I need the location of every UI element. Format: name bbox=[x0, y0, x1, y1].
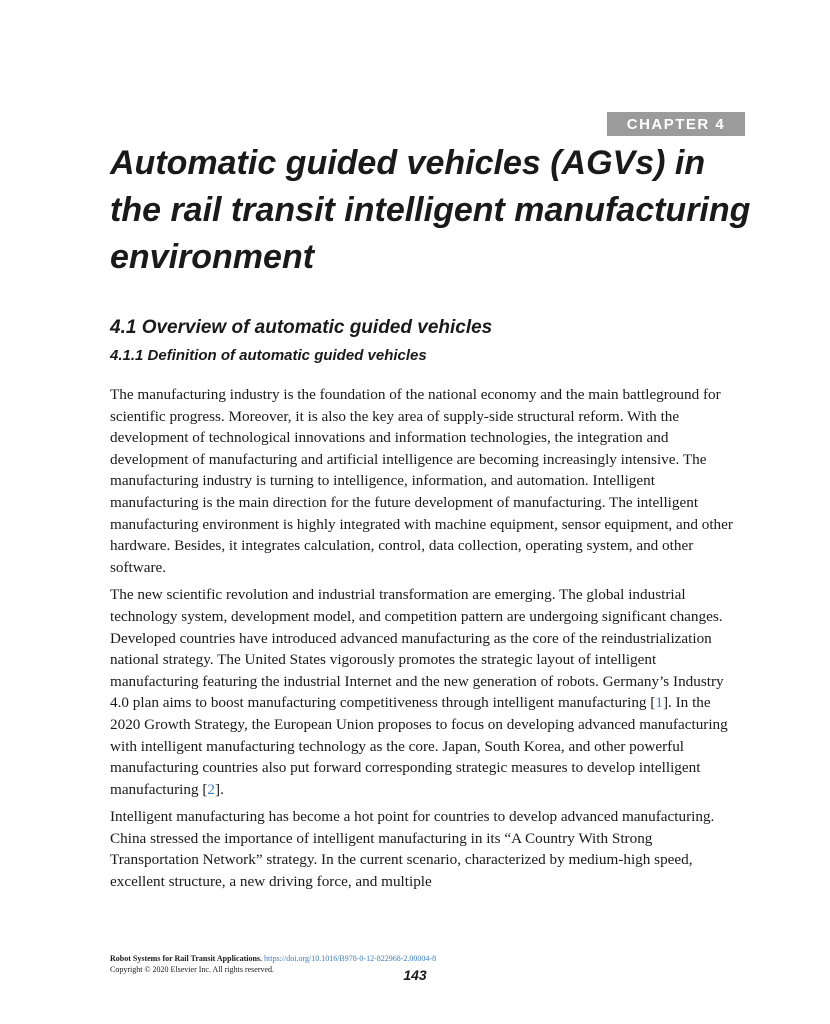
paragraph-3: Intelligent manufacturing has become a hot point for countries to develop advanced manufacturing. China stressed the importance of intelligent manufacturing in its “A Country With Strong Transportation Network” strategy. In the current scenario, characterized by medium-high speed, excellent structure, a new driving force, and multiple bbox=[110, 808, 715, 891]
chapter-title: Automatic guided vehicles (AGVs) in the rail transit intelligent manufacturing environment bbox=[110, 144, 751, 276]
body-text bbox=[110, 384, 735, 899]
paragraph-1: The manufacturing industry is the foundation of the national economy and the main battleground for scientific progress. Moreover, it is also the key area of supply-side structural reform. With the development of technological innovations and information technologies, the integration and development of manufacturing and artificial intelligence are becoming increasingly intensive. The manufacturing industry is turning to intelligence, information, and automation. Intelligent manufacturing is the main direction for the future development of manufacturing. The intelligent manufacturing environment is highly integrated with machine equipment, sensor equipment, and other hardware. Besides, it integrates calculation, control, data collection, operating system, and other software. bbox=[110, 386, 733, 576]
paragraph-2-text-b: ]. In the 2020 Growth Strategy, the European Union proposes to focus on developing advanced manufacturing with intelligent manufacturing technology as the core. Japan, South Korea, and other powerful manufacturing countries also put forward corresponding strategic measures to develop intelligent manufacturing [ bbox=[110, 694, 728, 798]
doi-link[interactable]: https://doi.org/10.1016/B978-0-12-822968-2.00004-8 bbox=[264, 954, 437, 963]
chapter-label: CHAPTER 4 bbox=[607, 112, 745, 136]
copyright-notice: Copyright © 2020 Elsevier Inc. All rights reserved. bbox=[110, 965, 275, 974]
section-heading: 4.1 Overview of automatic guided vehicles bbox=[110, 317, 493, 338]
subsection-heading: 4.1.1 Definition of automatic guided vehicles bbox=[110, 347, 427, 364]
paragraph-2-text-a: The new scientific revolution and industrial transformation are emerging. The global industrial technology system, development model, and competition pattern are undergoing significant changes. Developed countries have introduced advanced manufacturing as the core of the reindustrialization national strategy. The United States vigorously promotes the strategic layout of intelligent manufacturing featuring the industrial Internet and the new generation of robots. Germany’s Industry 4.0 plan aims to boost manufacturing competitiveness through intelligent manufacturing [ bbox=[110, 586, 724, 712]
citation-link-1[interactable]: 1 bbox=[655, 694, 663, 712]
paragraph-2-text-c: ]. bbox=[215, 780, 224, 798]
footer-source-line bbox=[110, 953, 750, 964]
paragraph-2 bbox=[110, 584, 735, 800]
book-title: Robot Systems for Rail Transit Applications. bbox=[110, 954, 263, 963]
citation-link-2[interactable]: 2 bbox=[207, 780, 216, 798]
page-number: 143 bbox=[403, 967, 427, 983]
